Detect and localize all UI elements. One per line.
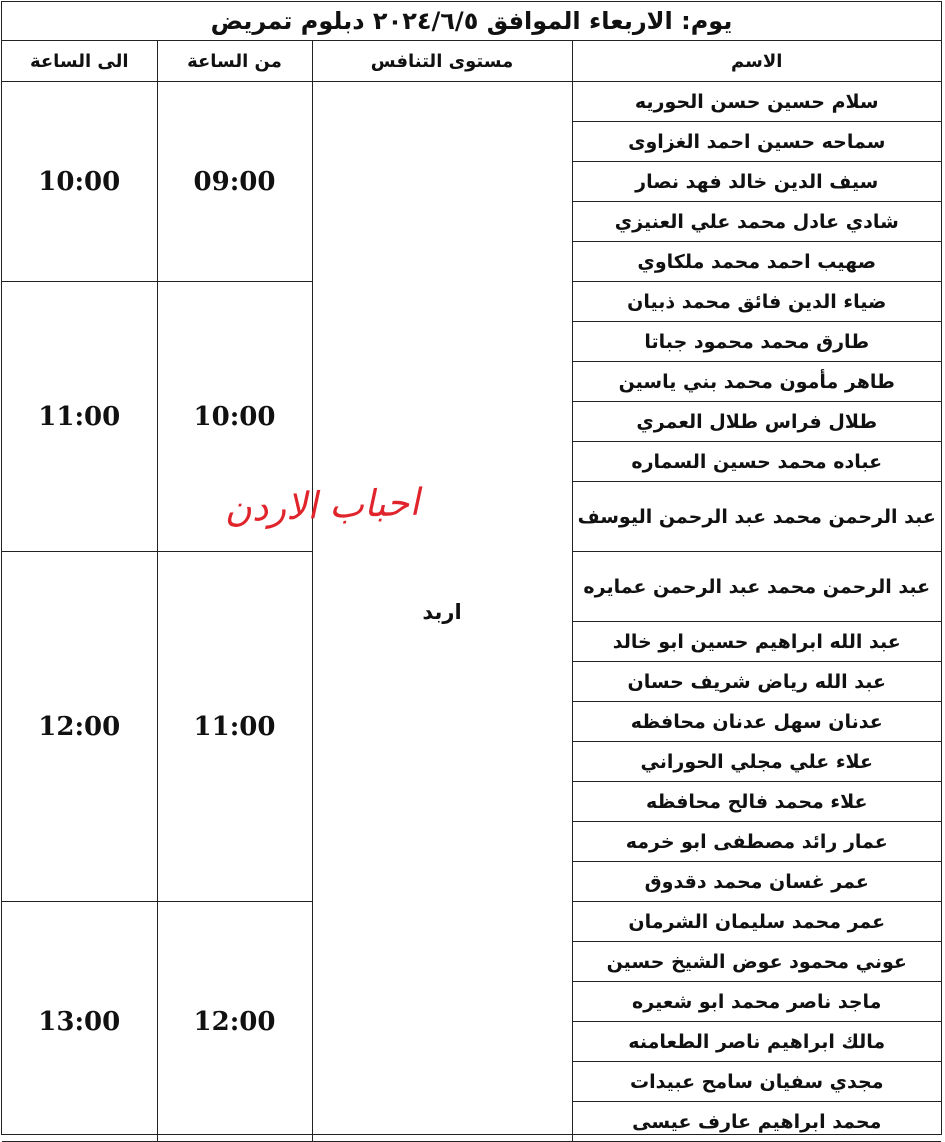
student-name: عمار رائد مصطفى ابو خرمه bbox=[572, 822, 941, 862]
student-name: مالك ابراهيم ناصر الطعامنه bbox=[572, 1022, 941, 1062]
student-name: شادي عادل محمد علي العنيزي bbox=[572, 202, 941, 242]
slot-from-time: 09:00 bbox=[157, 82, 312, 282]
student-name: عوني محمود عوض الشيخ حسين bbox=[572, 942, 941, 982]
slot-to-time: 10:00 bbox=[2, 82, 157, 282]
student-name: سماحه حسين احمد الغزاوى bbox=[572, 122, 941, 162]
student-name: علاء علي مجلي الحوراني bbox=[572, 742, 941, 782]
student-name: مجدي سفيان سامح عبيدات bbox=[572, 1062, 941, 1102]
student-name: عدنان سهل عدنان محافظه bbox=[572, 702, 941, 742]
slot-from-time: 11:00 bbox=[157, 552, 312, 902]
student-name: سيف الدين خالد فهد نصار bbox=[572, 162, 941, 202]
col-header-name: الاسم bbox=[572, 41, 941, 82]
student-name: عبد الرحمن محمد عبد الرحمن اليوسف bbox=[572, 482, 941, 552]
student-name: طارق محمد محمود جباتا bbox=[572, 322, 941, 362]
student-name: طاهر مأمون محمد بني ياسين bbox=[572, 362, 941, 402]
student-name: عمر محمد سليمان الشرمان bbox=[572, 902, 941, 942]
slot-to-time: 12:00 bbox=[2, 552, 157, 902]
student-name: عباده محمد حسين السماره bbox=[572, 442, 941, 482]
schedule-sheet bbox=[1, 1, 942, 1135]
col-header-level: مستوى التنافس bbox=[312, 41, 572, 82]
slot-to-time: 11:00 bbox=[2, 282, 157, 552]
student-name: ماجد ناصر محمد ابو شعيره bbox=[572, 982, 941, 1022]
student-name: عمر غسان محمد دقدوق bbox=[572, 862, 941, 902]
col-header-from: من الساعة bbox=[157, 41, 312, 82]
student-name: سلام حسين حسن الحوريه bbox=[572, 82, 941, 122]
student-name: عبد الرحمن محمد عبد الرحمن عمايره bbox=[572, 552, 941, 622]
student-name: ضياء الدين فائق محمد ذبيان bbox=[572, 282, 941, 322]
student-name: صهيب احمد محمد ملكاوي bbox=[572, 242, 941, 282]
competition-level: اربد bbox=[312, 82, 572, 1142]
student-name: عبد الله ابراهيم حسين ابو خالد bbox=[572, 622, 941, 662]
header-row bbox=[2, 41, 941, 82]
slot-from-time: 12:00 bbox=[157, 902, 312, 1142]
page-title: يوم: الاربعاء الموافق ٢٠٢٤/٦/٥ دبلوم تمريض bbox=[2, 2, 941, 41]
student-name: طلال فراس طلال العمري bbox=[572, 402, 941, 442]
slot-to-time: 13:00 bbox=[2, 902, 157, 1142]
schedule-table bbox=[2, 41, 941, 1142]
student-name: محمد ابراهيم عارف عيسى bbox=[572, 1102, 941, 1142]
student-name: علاء محمد فالح محافظه bbox=[572, 782, 941, 822]
student-name: عبد الله رياض شريف حسان bbox=[572, 662, 941, 702]
slot-from-time: 10:00 bbox=[157, 282, 312, 552]
col-header-to: الى الساعة bbox=[2, 41, 157, 82]
table-row bbox=[2, 82, 941, 122]
watermark-text: احباب الاردن bbox=[223, 480, 421, 531]
